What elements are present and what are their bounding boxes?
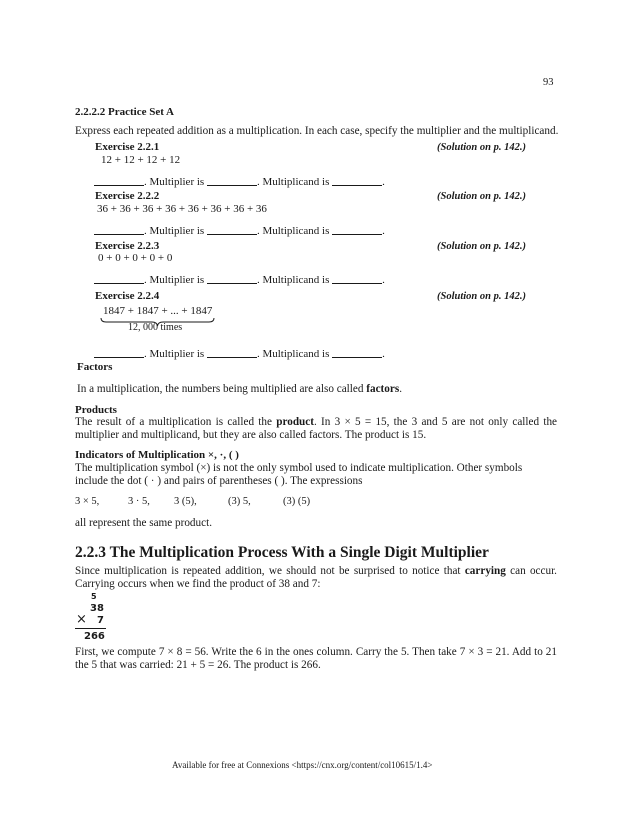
section-paragraph-2: First, we compute 7 × 8 = 56. Write the 6 in the ones column. Carry the 5. Then take 7 × 3 = 21. Add to 21 the 5 that was carried: 21 + 5 = 26. The product is 266. xyxy=(75,646,557,671)
answer-line: . Multiplier is . Multiplicand is . xyxy=(94,224,385,237)
product-result: 266 xyxy=(84,631,105,642)
expression: 3 (5), xyxy=(174,496,197,507)
exercise-title: Exercise 2.2.4 xyxy=(95,290,160,302)
expression-list xyxy=(75,496,310,507)
answer-blank[interactable] xyxy=(332,273,382,284)
exercise-expression: 12 + 12 + 12 + 12 xyxy=(101,154,181,166)
factors-text: In a multiplication, the numbers being multiplied are also called factors. xyxy=(77,383,402,395)
solution-link[interactable]: (Solution on p. 142.) xyxy=(437,291,526,302)
section-paragraph: Since multiplication is repeated addition, we should not be surprised to notice that carrying can occur. Carrying occurs when we find the product of 38 and 7: xyxy=(75,565,557,590)
result-rule xyxy=(75,628,106,629)
page-number: 93 xyxy=(543,77,554,88)
answer-blank[interactable] xyxy=(94,273,144,284)
answer-blank[interactable] xyxy=(207,273,257,284)
exercise-title: Exercise 2.2.1 xyxy=(95,141,160,153)
exercise-expression: 36 + 36 + 36 + 36 + 36 + 36 + 36 + 36 xyxy=(97,203,267,215)
instructions: Express each repeated addition as a multiplication. In each case, specify the multiplier and the multiplicand. xyxy=(75,125,559,137)
top-number: 38 xyxy=(90,603,104,614)
answer-blank[interactable] xyxy=(94,175,144,186)
expression: (3) 5, xyxy=(228,496,251,507)
section-heading: 2.2.3 The Multiplication Process With a Single Digit Multiplier xyxy=(75,544,489,561)
indicators-heading: Indicators of Multiplication ×, ·, ( ) xyxy=(75,449,239,461)
solution-link[interactable]: (Solution on p. 142.) xyxy=(437,191,526,202)
expression: 3 × 5, xyxy=(75,496,100,507)
solution-link[interactable]: (Solution on p. 142.) xyxy=(437,142,526,153)
products-text: The result of a multiplication is called the product. In 3 × 5 = 15, the 3 and 5 are not only called the multiplier and multiplicand, but they are also called factors. The product is 15. xyxy=(75,416,557,441)
answer-blank[interactable] xyxy=(207,175,257,186)
answer-line: . Multiplier is . Multiplicand is . xyxy=(94,175,385,188)
answer-blank[interactable] xyxy=(207,347,257,358)
expression: (3) (5) xyxy=(283,496,311,507)
answer-line: . Multiplier is . Multiplicand is . xyxy=(94,347,385,360)
exercise-expression: 0 + 0 + 0 + 0 + 0 xyxy=(98,252,173,264)
products-heading: Products xyxy=(75,404,117,416)
expression: 3 · 5, xyxy=(128,496,150,507)
answer-blank[interactable] xyxy=(207,224,257,235)
underbrace-label: 12, 000 times xyxy=(128,322,183,333)
multiply-sign: × xyxy=(76,612,87,627)
factors-heading: Factors xyxy=(77,361,113,373)
answer-blank[interactable] xyxy=(332,224,382,235)
answer-blank[interactable] xyxy=(94,224,144,235)
carry-digit: 5 xyxy=(91,592,97,601)
indicators-text: The multiplication symbol (×) is not the only symbol used to indicate multiplication. Other symbols include the dot ( · ) and pairs of parentheses ( ). The expressions xyxy=(75,462,523,487)
answer-blank[interactable] xyxy=(94,347,144,358)
exercise-expression: 1847 + 1847 + ... + 1847 xyxy=(103,305,213,317)
answer-blank[interactable] xyxy=(332,175,382,186)
footer: Available for free at Connexions <https://cnx.org/content/col10615/1.4> xyxy=(172,760,433,770)
exercise-title: Exercise 2.2.2 xyxy=(95,190,160,202)
practice-set-heading: 2.2.2.2 Practice Set A xyxy=(75,106,174,118)
bottom-number: 7 xyxy=(97,615,104,626)
answer-line: . Multiplier is . Multiplicand is . xyxy=(94,273,385,286)
indicators-after: all represent the same product. xyxy=(75,517,212,529)
exercise-title: Exercise 2.2.3 xyxy=(95,240,160,252)
solution-link[interactable]: (Solution on p. 142.) xyxy=(437,241,526,252)
answer-blank[interactable] xyxy=(332,347,382,358)
